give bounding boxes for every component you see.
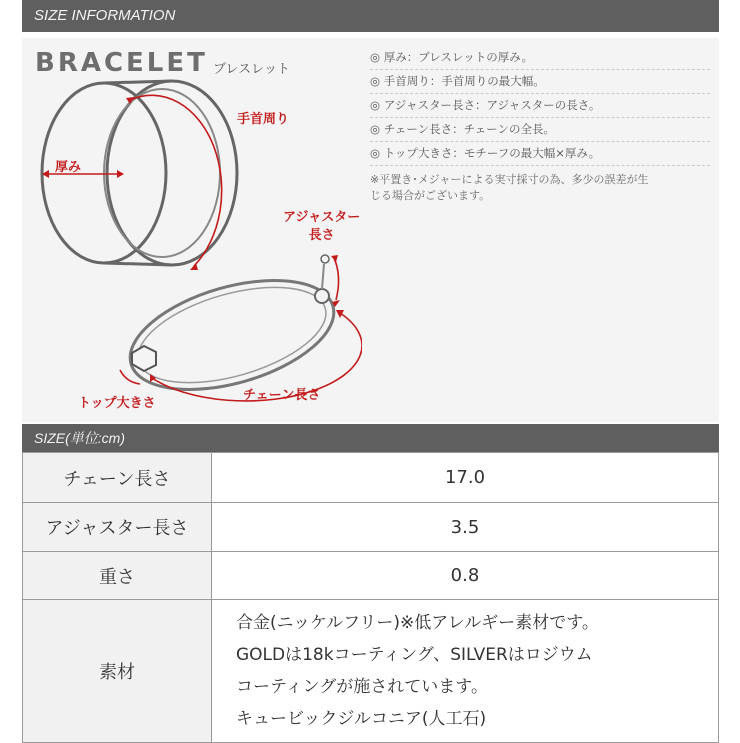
- top-size-label: トップ大きさ: [78, 396, 156, 411]
- material-line-2: GOLDは18kコーティング、SILVERはロジウム: [236, 645, 593, 665]
- row-label-weight: 重さ: [23, 552, 212, 600]
- measurement-remark: [370, 172, 710, 204]
- note-chain: ◎ チェーン長さ：チェーンの全長。: [370, 118, 710, 142]
- adjuster-arrow: [334, 258, 339, 300]
- size-table: [22, 452, 719, 743]
- row-value-weight: 0.8: [212, 552, 719, 600]
- row-value-material: [212, 600, 719, 743]
- wrist-label: 手首周り: [237, 112, 290, 127]
- remark-line-1: ※平置き･メジャーによる実寸採寸の為、多少の誤差が生: [370, 173, 649, 186]
- row-label-chain-length: チェーン長さ: [23, 453, 212, 503]
- table-row: [23, 600, 719, 743]
- row-value-chain-length: 17.0: [212, 453, 719, 503]
- size-information-header: SIZE INFORMATION: [22, 0, 719, 32]
- table-row: [23, 453, 719, 503]
- material-line-1: 合金(ニッケルフリー)※低アレルギー素材です。: [236, 613, 599, 633]
- row-label-adjuster-length: アジャスター長さ: [23, 503, 212, 552]
- bracelet-diagram: [22, 78, 362, 418]
- material-line-4: キュービックジルコニア(人工石): [236, 709, 487, 729]
- note-adjuster: ◎ アジャスター長さ：アジャスターの長さ。: [370, 94, 710, 118]
- thickness-label: 厚み: [55, 160, 82, 175]
- adjuster-label: [283, 209, 360, 245]
- adjuster-label-line-2: 長さ: [308, 228, 335, 243]
- size-table-header: SIZE(単位:cm): [22, 424, 719, 452]
- table-row: [23, 552, 719, 600]
- row-value-adjuster-length: 3.5: [212, 503, 719, 552]
- chain-label: チェーン長さ: [243, 388, 321, 403]
- product-subtitle: ブレスレット: [213, 62, 290, 77]
- material-line-3: コーティングが施されています。: [236, 677, 488, 697]
- product-title: BRACELET: [35, 48, 208, 78]
- row-label-material: 素材: [23, 600, 212, 743]
- note-top: ◎ トップ大きさ：モチーフの最大幅×厚み。: [370, 142, 710, 166]
- notes-list: [370, 46, 710, 204]
- note-thickness: ◎ 厚み：ブレスレットの厚み。: [370, 46, 710, 70]
- table-row: [23, 503, 719, 552]
- adjuster-label-line-1: アジャスター: [283, 210, 361, 225]
- note-wrist: ◎ 手首周り：手首周りの最大幅。: [370, 70, 710, 94]
- remark-line-2: じる場合がございます。: [370, 189, 491, 202]
